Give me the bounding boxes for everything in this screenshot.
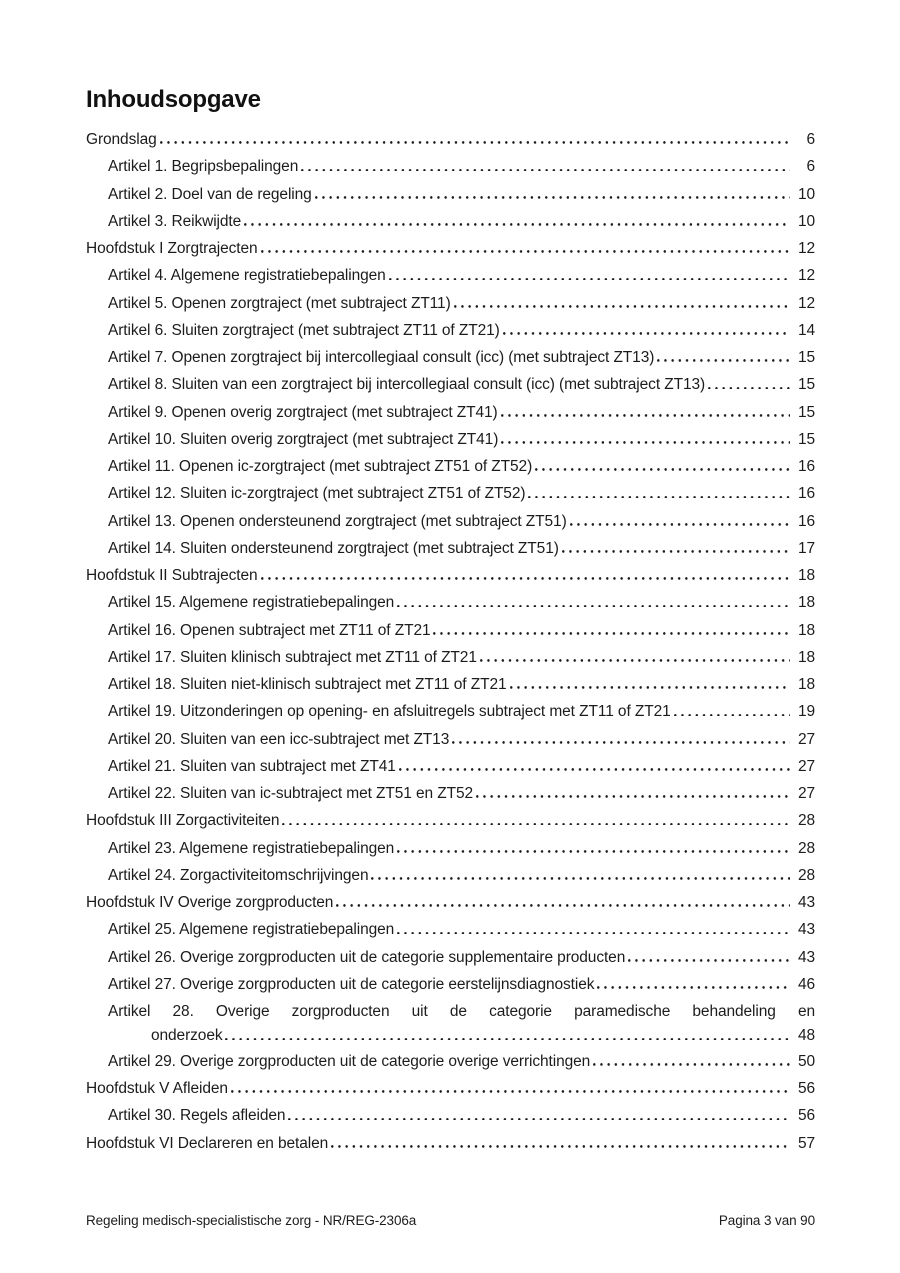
toc-page-number: 50	[797, 1052, 815, 1070]
toc-entry-label: Artikel 29. Overige zorgproducten uit de categorie overige verrichtingen	[108, 1052, 591, 1070]
toc-entry-label: Artikel 12. Sluiten ic-zorgtraject (met subtraject ZT51 of ZT52)	[108, 485, 526, 503]
dot-leader	[261, 577, 790, 580]
toc-page-number: 15	[797, 403, 815, 421]
toc-entry	[86, 753, 815, 780]
toc-entry	[86, 181, 815, 208]
toc-page-number: 28	[797, 866, 815, 884]
toc-entry-label: Artikel 11. Openen ic-zorgtraject (met subtraject ZT51 of ZT52)	[108, 458, 533, 475]
toc-page-number: 15	[797, 349, 815, 366]
toc-entry	[86, 235, 815, 262]
toc-page-number: 16	[797, 485, 815, 503]
toc-page-number: 28	[797, 812, 815, 830]
toc-entry	[86, 1075, 815, 1102]
dot-leader	[562, 550, 790, 553]
toc-page-number: 15	[797, 376, 815, 394]
toc-entry-label: Artikel 16. Openen subtraject met ZT11 of ZT21	[108, 621, 431, 639]
dot-leader	[244, 223, 790, 226]
table-of-contents	[86, 126, 815, 1157]
toc-page-number: 12	[797, 240, 815, 257]
toc-entry-label: Artikel 7. Openen zorgtraject bij intercollegiaal consult (icc) (met subtraject ZT13)	[108, 349, 655, 366]
toc-entry-label: Artikel 14. Sluiten ondersteunend zorgtraject (met subtraject ZT51)	[108, 539, 559, 557]
toc-entry-label: Artikel 2. Doel van de regeling	[108, 185, 312, 203]
toc-entry	[86, 1048, 815, 1075]
toc-entry-label: Artikel 19. Uitzonderingen op opening- en afsluitregels subtraject met ZT11 of ZT21	[108, 703, 671, 721]
dot-leader	[510, 686, 791, 689]
dot-leader	[433, 632, 790, 635]
dot-leader	[389, 277, 790, 280]
toc-entry-label: Artikel 26. Overige zorgproducten uit de categorie supplementaire producten	[108, 948, 626, 966]
toc-page-number: 17	[797, 539, 815, 557]
dot-leader	[225, 1037, 790, 1040]
toc-entry	[86, 698, 815, 725]
toc-page-number: 46	[797, 975, 815, 993]
toc-entry	[86, 480, 815, 507]
dot-leader	[528, 495, 790, 498]
toc-entry	[86, 208, 815, 235]
toc-entry-label: Artikel 17. Sluiten klinisch subtraject met ZT11 of ZT21	[108, 648, 477, 666]
toc-entry-label: Artikel 24. Zorgactiviteitomschrijvingen	[108, 866, 369, 884]
toc-page-number: 56	[797, 1107, 815, 1125]
toc-entry	[86, 1130, 815, 1157]
toc-entry	[86, 290, 815, 317]
toc-page-number: 27	[797, 785, 815, 802]
toc-page-number: 15	[797, 430, 815, 448]
toc-entry-label: Grondslag	[86, 131, 157, 148]
dot-leader	[597, 986, 790, 989]
toc-entry-label: Artikel 5. Openen zorgtraject (met subtraject ZT11)	[108, 294, 451, 312]
toc-entry	[86, 998, 815, 1048]
dot-leader	[570, 523, 790, 526]
toc-entry-label: Hoofdstuk I Zorgtrajecten	[86, 240, 258, 257]
footer-page-indicator: Pagina 3 van 90	[718, 1213, 815, 1228]
dot-leader	[657, 359, 790, 362]
toc-entry-label: Hoofdstuk V Afleiden	[86, 1080, 228, 1097]
toc-page-number: 57	[797, 1134, 815, 1152]
page-footer	[86, 1213, 815, 1228]
dot-leader	[261, 250, 790, 253]
page-title: Inhoudsopgave	[86, 86, 261, 113]
toc-entry	[86, 535, 815, 562]
toc-entry-label: Artikel 15. Algemene registratiebepalingen	[108, 594, 395, 612]
toc-entry	[86, 399, 815, 426]
dot-leader	[454, 305, 790, 308]
toc-entry	[86, 726, 815, 753]
toc-entry	[86, 671, 815, 698]
dot-leader	[282, 822, 790, 825]
dot-leader	[231, 1090, 790, 1093]
dot-leader	[501, 441, 790, 444]
toc-entry-label: Artikel 18. Sluiten niet-klinisch subtraject met ZT11 of ZT21	[108, 676, 507, 693]
toc-entry-label: Artikel 1. Begripsbepalingen	[108, 158, 299, 176]
toc-page-number: 18	[797, 594, 815, 612]
toc-page-number: 43	[797, 894, 815, 911]
toc-entry	[86, 262, 815, 289]
dot-leader	[501, 414, 790, 417]
dot-leader	[708, 386, 790, 389]
toc-entry-label: Artikel 10. Sluiten overig zorgtraject (met subtraject ZT41)	[108, 430, 499, 448]
dot-leader	[288, 1117, 790, 1120]
toc-entry-label: Hoofdstuk VI Declareren en betalen	[86, 1134, 329, 1152]
dot-leader	[476, 795, 790, 798]
dot-leader	[301, 168, 790, 171]
toc-entry	[86, 1102, 815, 1129]
dot-leader	[397, 850, 790, 853]
toc-page-number: 6	[806, 131, 815, 148]
toc-entry	[86, 589, 815, 616]
dot-leader	[160, 141, 790, 144]
toc-entry-label-continued: onderzoek	[151, 1027, 223, 1045]
toc-page-number: 27	[797, 757, 815, 775]
toc-entry-label: Hoofdstuk II Subtrajecten	[86, 567, 258, 584]
dot-leader	[397, 604, 790, 607]
dot-leader	[593, 1063, 790, 1066]
toc-entry-label: Artikel 20. Sluiten van een icc-subtraject met ZT13	[108, 730, 450, 748]
dot-leader	[674, 713, 790, 716]
toc-entry	[86, 835, 815, 862]
toc-page-number: 43	[797, 921, 815, 939]
toc-entry	[86, 344, 815, 371]
toc-entry-label: Artikel 27. Overige zorgproducten uit de categorie eerstelijnsdiagnostiek	[108, 975, 595, 993]
toc-entry-label: Artikel 13. Openen ondersteunend zorgtraject (met subtraject ZT51)	[108, 512, 567, 530]
toc-entry-line1	[86, 998, 815, 1025]
toc-entry	[86, 971, 815, 998]
toc-entry	[86, 944, 815, 971]
toc-entry-label: Hoofdstuk IV Overige zorgproducten	[86, 894, 334, 911]
toc-entry-label: Artikel 30. Regels afleiden	[108, 1107, 286, 1125]
toc-entry-label: Artikel 3. Reikwijdte	[108, 212, 242, 230]
dot-leader	[397, 931, 790, 934]
toc-page-number: 12	[797, 267, 815, 285]
toc-entry	[86, 916, 815, 943]
dot-leader	[503, 332, 790, 335]
toc-entry-label: Artikel 9. Openen overig zorgtraject (met subtraject ZT41)	[108, 403, 498, 421]
toc-entry	[86, 780, 815, 807]
toc-page-number: 10	[797, 212, 815, 230]
toc-entry	[86, 317, 815, 344]
toc-entry-label: Artikel 4. Algemene registratiebepalingen	[108, 267, 386, 285]
toc-entry-label: Hoofdstuk III Zorgactiviteiten	[86, 812, 280, 830]
toc-entry	[86, 126, 815, 153]
footer-document-title: Regeling medisch-specialistische zorg - NR/REG-2306a	[86, 1213, 417, 1228]
toc-page-number: 28	[797, 839, 815, 857]
dot-leader	[480, 659, 790, 662]
toc-page-number: 16	[797, 458, 815, 475]
toc-page-number: 43	[797, 948, 815, 966]
toc-entry	[86, 862, 815, 889]
toc-page-number: 48	[797, 1027, 815, 1045]
toc-entry-line2	[86, 1025, 815, 1048]
toc-entry-label: Artikel 28. Overige zorgproducten uit de categorie paramedische behandeling en	[108, 1003, 815, 1020]
toc-entry-label: Artikel 25. Algemene registratiebepalingen	[108, 921, 395, 939]
toc-entry	[86, 617, 815, 644]
toc-page-number: 19	[797, 703, 815, 721]
toc-entry	[86, 562, 815, 589]
dot-leader	[371, 877, 790, 880]
toc-entry	[86, 807, 815, 834]
toc-page-number: 18	[797, 648, 815, 666]
dot-leader	[535, 468, 790, 471]
dot-leader	[452, 741, 790, 744]
toc-entry-label: Artikel 6. Sluiten zorgtraject (met subtraject ZT11 of ZT21)	[108, 321, 500, 339]
toc-entry	[86, 453, 815, 480]
toc-page-number: 10	[797, 185, 815, 203]
toc-entry-label: Artikel 21. Sluiten van subtraject met ZT41	[108, 757, 396, 775]
toc-entry	[86, 371, 815, 398]
toc-page-number: 14	[797, 321, 815, 339]
toc-entry	[86, 644, 815, 671]
toc-entry	[86, 426, 815, 453]
toc-page-number: 18	[797, 567, 815, 584]
page-content	[86, 86, 815, 1157]
toc-page-number: 18	[797, 621, 815, 639]
toc-entry	[86, 153, 815, 180]
toc-entry-label: Artikel 8. Sluiten van een zorgtraject bij intercollegiaal consult (icc) (met subtraject ZT13)	[108, 376, 706, 394]
dot-leader	[399, 768, 790, 771]
toc-entry	[86, 508, 815, 535]
toc-entry-label: Artikel 22. Sluiten van ic-subtraject met ZT51 en ZT52	[108, 785, 474, 802]
toc-entry	[86, 889, 815, 916]
toc-page-number: 56	[797, 1080, 815, 1097]
dot-leader	[331, 1145, 790, 1148]
dot-leader	[315, 196, 790, 199]
toc-entry-label: Artikel 23. Algemene registratiebepalingen	[108, 839, 395, 857]
toc-page-number: 12	[797, 294, 815, 312]
dot-leader	[628, 959, 790, 962]
toc-page-number: 16	[797, 512, 815, 530]
toc-page-number: 27	[797, 730, 815, 748]
toc-page-number: 6	[806, 158, 815, 176]
toc-page-number: 18	[797, 676, 815, 693]
dot-leader	[336, 904, 790, 907]
